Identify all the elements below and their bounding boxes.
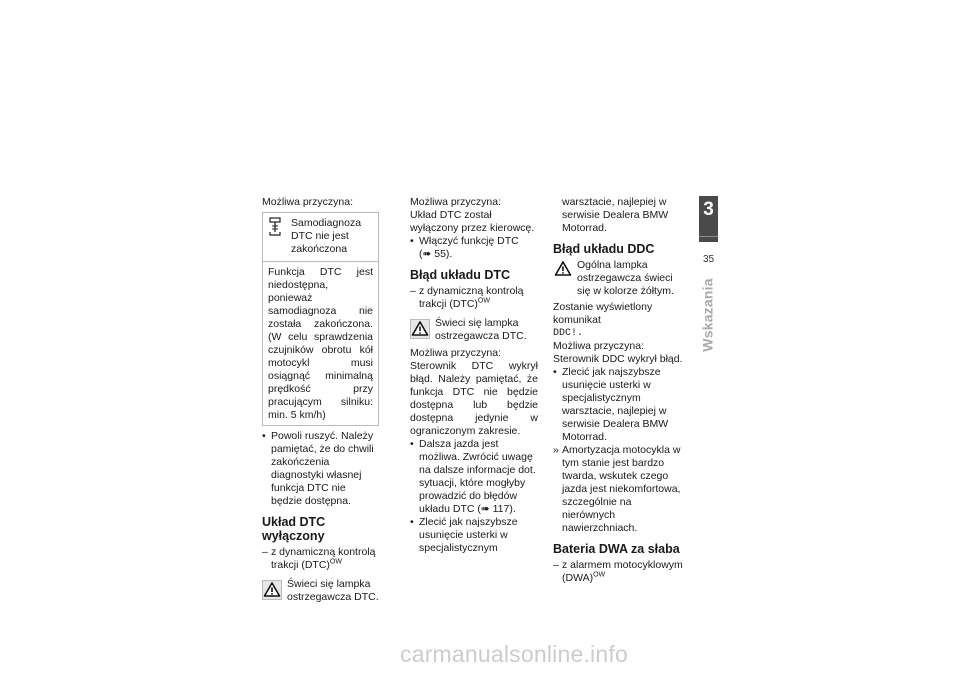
section-number: 3 [703, 199, 714, 220]
ow-superscript: OW [593, 571, 606, 579]
heading-dwa-battery: Bateria DWA za słaba [553, 542, 680, 556]
page-ref-link[interactable]: 55). [434, 248, 453, 260]
result-item: » Amortyzacja motocykla w tym stanie jest bardzo twarda, wskutek czego jazda jest niekomfortowa, szczególnie na nierównych nawierzchniach. [553, 444, 681, 534]
dash-item: – z alarmem motocyklowym (DWA)$^{OW}$ [553, 559, 683, 584]
list-item: • Zlecić jak najszybsze usunięcie usterki w specjalistycznym warsztacie, najlepiej w serwisie Dealera BMW Motorrad. [553, 366, 669, 443]
warning-triangle-icon [262, 578, 284, 604]
page-number: 35 [702, 254, 715, 265]
cause-text: Układ DTC został wyłączony przez kierowcę. [410, 209, 535, 234]
watermark: carmanualsonline.info [400, 641, 628, 667]
list-item: • Powoli ruszyć. Należy pamiętać, że do chwili zakończenia diagnostyki własnej funkcja DTC nie będzie dostępna. [262, 430, 374, 507]
bullet-marker: • [410, 516, 414, 528]
ow-superscript: OW [329, 558, 342, 566]
cause-label: Możliwa przyczyna: [553, 340, 645, 352]
heading-dtc-off: Układ DTC wyłączony [262, 515, 326, 543]
warning-row [410, 317, 538, 343]
warning-row [553, 259, 687, 298]
result-marker: » [553, 444, 559, 456]
column-2 [410, 196, 538, 555]
list-item: • Zlecić jak najszybsze usunięcie usterki w specjalistycznym [410, 516, 518, 554]
display-code: DDC!. [553, 328, 584, 339]
dash-marker: – [410, 285, 416, 297]
cause-label: Możliwa przyczyna: [410, 196, 502, 208]
tab-divider [699, 236, 718, 237]
box-title: Samodiagnoza DTC nie jest zakończona [291, 217, 362, 255]
list-item: • Włączyć funkcję DTC (➠ 55). [410, 235, 519, 260]
warning-text: Świeci się lampka ostrzegawcza DTC. [435, 317, 527, 342]
dash-marker: – [553, 559, 559, 571]
heading-ddc-error: Błąd układu DDC [553, 242, 655, 256]
box-text: Funkcja DTC jest niedostępna, ponieważ samodiagnoza nie została zakończona. (W celu sprawdzenia czujników obrotu kół motocykl musi osiągnąć minimalną prędkość przy pracującym silniku: min. 5 km/h) [268, 266, 373, 421]
ow-superscript: OW [477, 297, 490, 305]
side-chapter-label: Wskazania [699, 278, 716, 352]
bullet-marker: • [410, 438, 414, 450]
heading-dtc-error: Błąd układu DTC [410, 268, 511, 282]
dash-item: – z dynamiczną kontrolą trakcji (DTC)$^{OW}$ [262, 546, 376, 571]
bullet-marker: • [553, 366, 557, 378]
page-ref-link[interactable]: 117). [492, 503, 516, 515]
cause-label: Możliwa przyczyna: [262, 196, 354, 208]
warning-row [262, 578, 379, 604]
display-label: Zostanie wyświetlony komunikat [553, 301, 653, 326]
ref-arrow-icon: ➠ [422, 248, 432, 260]
column-3 [553, 196, 687, 585]
diagnosis-gauge-icon [267, 217, 291, 256]
dash-marker: – [262, 546, 268, 558]
cause-label: Możliwa przyczyna: [410, 347, 502, 359]
ref-arrow-icon: ➠ [480, 503, 490, 515]
cause-text: Sterownik DDC wykrył błąd. [553, 353, 683, 365]
cause-text: Sterownik DTC wykrył błąd. Należy pamiętać, że funkcja DTC nie będzie dostępna lub będzie dostępna jedynie w ograniczonym zakresie. [410, 360, 538, 437]
warning-text: Świeci się lampka ostrzegawcza DTC. [287, 578, 379, 603]
dash-item: – z dynamiczną kontrolą trakcji (DTC)$^{OW}$ [410, 285, 524, 310]
warning-text: Ogólna lampka ostrzegawcza świeci się w kolorze żółtym. [577, 259, 674, 297]
bullet-marker: • [262, 430, 266, 442]
bullet-marker: • [410, 235, 414, 247]
column-1 [262, 196, 379, 608]
warning-triangle-icon [553, 259, 577, 298]
continued-text: warsztacie, najlepiej w serwisie Dealera BMW Motorrad. [562, 196, 669, 234]
self-diagnosis-box [262, 212, 379, 426]
list-item: • Dalsza jazda jest możliwa. Zwrócić uwagę na dalsze informacje dot. sytuacji, które mogłyby prowadzić do błędów układu DTC (➠ 117). [410, 438, 536, 515]
warning-triangle-icon [410, 317, 432, 343]
